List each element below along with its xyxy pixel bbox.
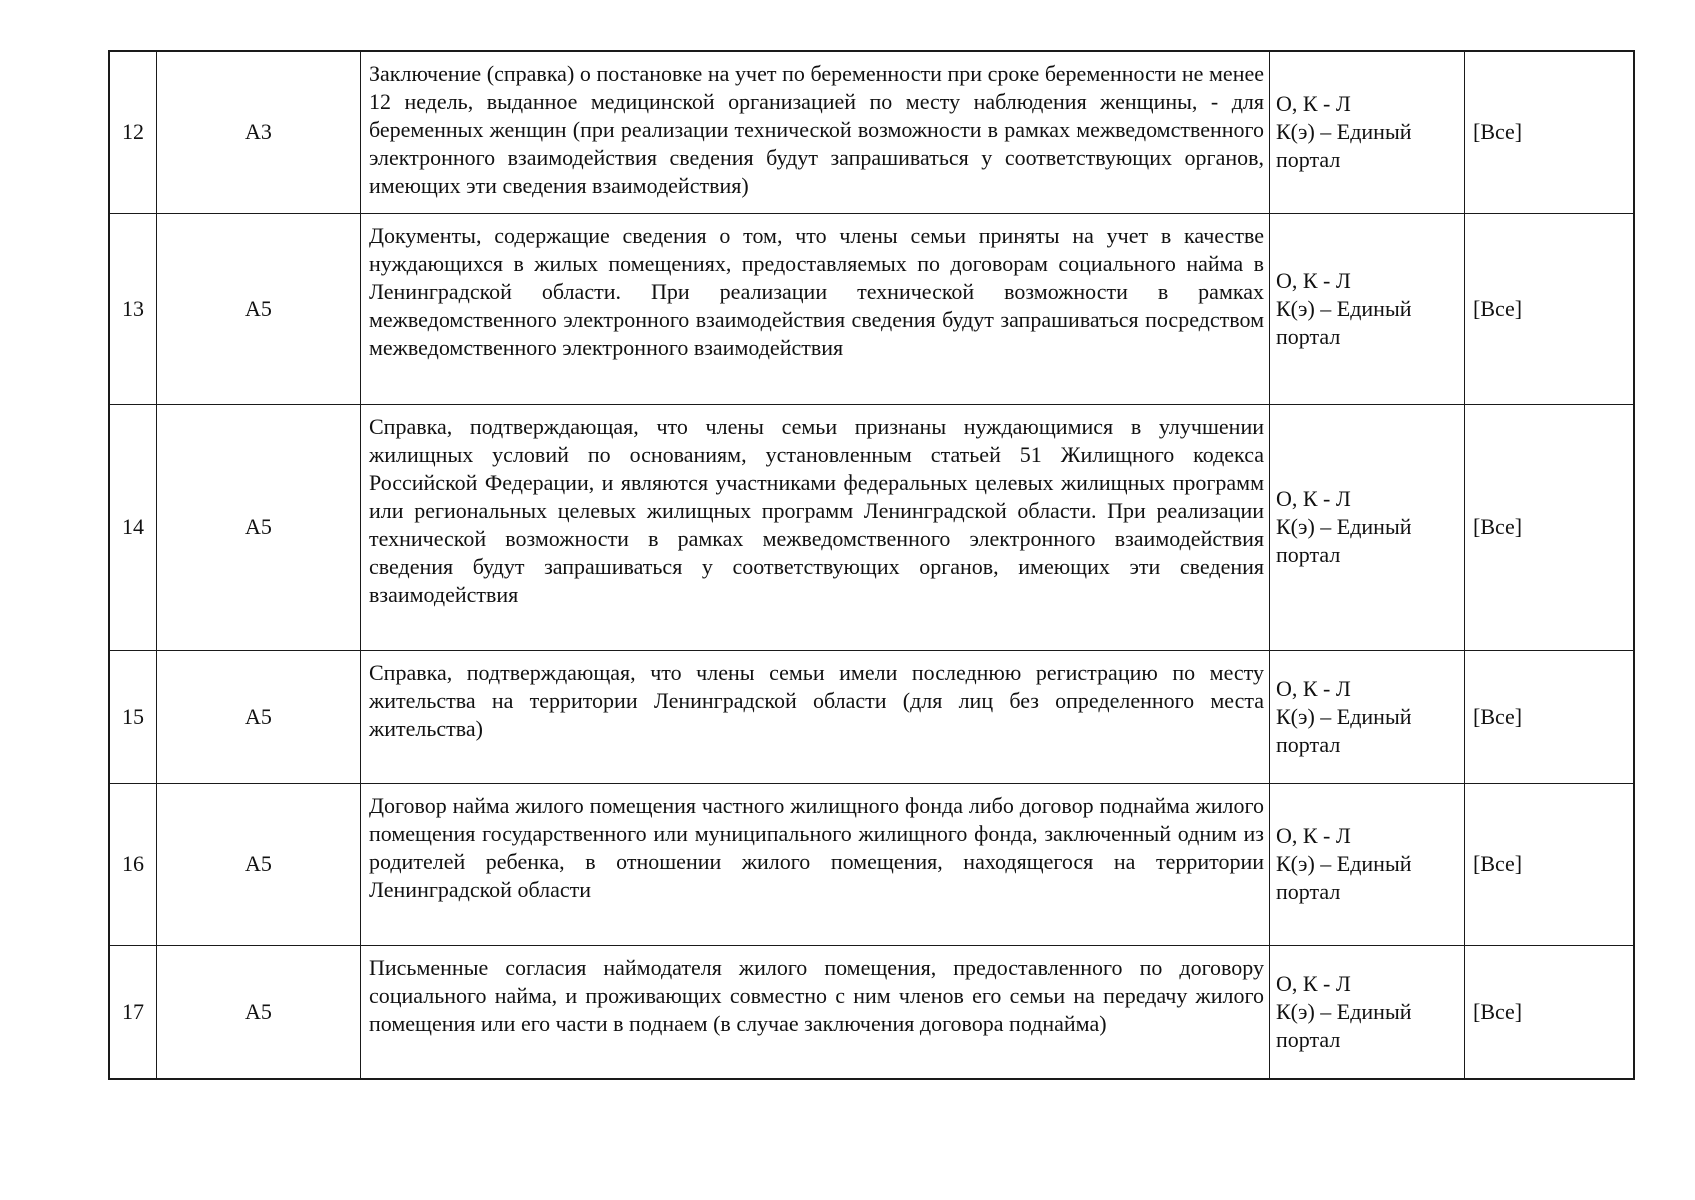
table-row xyxy=(109,945,1634,1079)
mode-line: портал xyxy=(1276,1026,1341,1052)
mode-line: К(э) – Единый xyxy=(1276,514,1412,539)
row-code: А5 xyxy=(157,945,361,1079)
row-submission-mode xyxy=(1276,822,1464,906)
mode-line: К(э) – Единый xyxy=(1276,119,1412,145)
row-number: 15 xyxy=(109,650,157,783)
row-code: А5 xyxy=(157,783,361,945)
mode-line: О, К - Л xyxy=(1276,486,1351,511)
mode-line: О, К - Л xyxy=(1276,267,1351,293)
row-submission-mode xyxy=(1276,675,1464,759)
row-submission-mode-cell xyxy=(1270,213,1465,404)
row-submission-mode xyxy=(1276,970,1464,1054)
mode-line: О, К - Л xyxy=(1276,823,1351,848)
mode-line: О, К - Л xyxy=(1276,91,1351,117)
row-applicants: [Все] xyxy=(1465,404,1635,650)
table-row xyxy=(109,783,1634,945)
row-submission-mode-cell xyxy=(1270,783,1465,945)
row-description: Письменные согласия наймодателя жилого помещения, предоставленного по договору социального найма, и проживающих совместно с ним членов его семьи на передачу жилого помещения или его части в поднаем (в случае заключения договора поднайма) xyxy=(369,954,1264,1036)
mode-line: портал xyxy=(1276,147,1341,173)
mode-line: К(э) – Единый xyxy=(1276,703,1412,729)
row-applicants: [Все] xyxy=(1465,650,1635,783)
mode-line: К(э) – Единый xyxy=(1276,851,1412,876)
row-applicants: [Все] xyxy=(1465,213,1635,404)
row-code: А5 xyxy=(157,404,361,650)
row-applicants: [Все] xyxy=(1465,945,1635,1079)
row-description-cell xyxy=(361,213,1270,404)
row-code: А3 xyxy=(157,51,361,213)
row-description: Заключение (справка) о постановке на учет по беременности при сроке беременности не менее 12 недель, выданное медицинской организацией по месту наблюдения женщины, - для беременных женщин (при реализации технической возможности в рамках межведомственного электронного взаимодействия сведения будут запрашиваться у соответствующих органов, имеющих эти сведения взаимодействия) xyxy=(369,61,1264,198)
row-number: 17 xyxy=(109,945,157,1079)
row-code: А5 xyxy=(157,213,361,404)
row-applicants: [Все] xyxy=(1465,783,1635,945)
row-submission-mode xyxy=(1276,485,1464,569)
row-description-cell xyxy=(361,945,1270,1079)
row-description-cell xyxy=(361,650,1270,783)
mode-line: портал xyxy=(1276,323,1341,349)
mode-line: портал xyxy=(1276,542,1341,567)
row-description: Договор найма жилого помещения частного жилищного фонда либо договор поднайма жилого помещения государственного или муниципального жилищного фонда, заключенный одним из родителей ребенка, в отношении жилого помещения, находящегося на территории Ленинградской области xyxy=(369,792,1264,902)
row-code: А5 xyxy=(157,650,361,783)
row-description-cell xyxy=(361,404,1270,650)
documents-table xyxy=(108,50,1635,1080)
row-description: Справка, подтверждающая, что члены семьи имели последнюю регистрацию по месту жительства на территории Ленинградской области (для лиц без определенного места жительства) xyxy=(369,659,1264,741)
row-number: 14 xyxy=(109,404,157,650)
mode-line: К(э) – Единый xyxy=(1276,295,1412,321)
mode-line: портал xyxy=(1276,731,1341,757)
mode-line: портал xyxy=(1276,879,1341,904)
table-row xyxy=(109,51,1634,213)
mode-line: О, К - Л xyxy=(1276,970,1351,996)
row-submission-mode-cell xyxy=(1270,650,1465,783)
row-number: 13 xyxy=(109,213,157,404)
row-applicants: [Все] xyxy=(1465,51,1635,213)
mode-line: К(э) – Единый xyxy=(1276,998,1412,1024)
row-submission-mode-cell xyxy=(1270,51,1465,213)
row-description-cell xyxy=(361,783,1270,945)
mode-line: О, К - Л xyxy=(1276,675,1351,701)
table-row xyxy=(109,213,1634,404)
row-submission-mode-cell xyxy=(1270,945,1465,1079)
row-submission-mode-cell xyxy=(1270,404,1465,650)
row-description: Справка, подтверждающая, что члены семьи признаны нуждающимися в улучшении жилищных условий по основаниям, установленным статьей 51 Жилищного кодекса Российской Федерации, и являются участниками федеральных целевых жилищных программ или региональных целевых жилищных программ Ленинградской области. При реализации технической возможности в рамках межведомственного электронного взаимодействия сведения будут запрашиваться у соответствующих органов, имеющих эти сведения взаимодействия xyxy=(369,413,1264,607)
row-submission-mode xyxy=(1276,267,1464,351)
row-submission-mode xyxy=(1276,90,1464,174)
table-row xyxy=(109,404,1634,650)
row-description: Документы, содержащие сведения о том, что члены семьи приняты на учет в качестве нуждающихся в жилых помещениях, предоставляемых по договорам социального найма в Ленинградской области. При реализации технической возможности в рамках межведомственного электронного взаимодействия сведения будут запрашиваться посредством межведомственного электронного взаимодействия xyxy=(369,222,1264,360)
row-description-cell xyxy=(361,51,1270,213)
row-number: 16 xyxy=(109,783,157,945)
table-row xyxy=(109,650,1634,783)
row-number: 12 xyxy=(109,51,157,213)
